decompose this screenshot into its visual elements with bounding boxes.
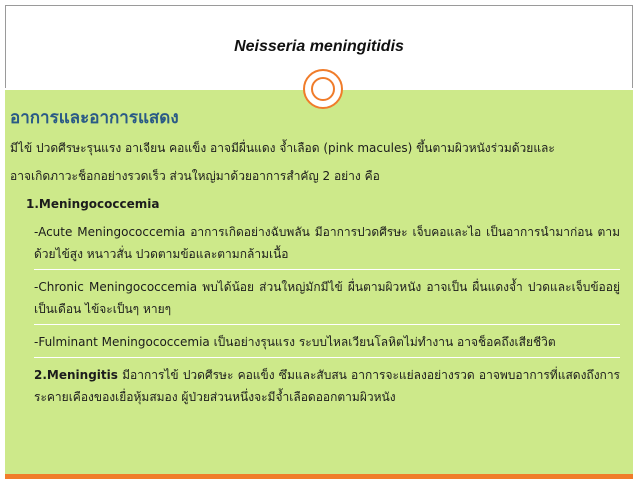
paragraph-symptoms: มีไข้ ปวดศีรษะรุนแรง อาเจียน คอแข็ง อาจมีผื่นแดง จ้ำเลือด (pink macules) ขึ้นตามผิวหนังร่วมด้วยและ — [10, 141, 555, 155]
meningitis-text: มีอาการไข้ ปวดศีรษะ คอแข็ง ซึมและสับสน อาการจะแย่ลงอย่างรวด อาจพบอาการที่แสดงถึงการระคายเคืองของเยื่อหุ้มสมอง ผู้ป่วยส่วนหนึ่งจะมีจ้ำเลือดออกตามผิวหนัง — [34, 368, 620, 404]
meningitis-label: 2.Meningitis — [34, 368, 118, 382]
acute-meningococcemia: -Acute Meningococcemia อาการเกิดอย่างฉับพลัน มีอาการปวดศีรษะ เจ็บคอและไอ เป็นอาการนำมาก่อน ตามด้วยไข้สูง หนาวสั่น ปวดตามข้อและตามกล้ามเนื้อ — [34, 221, 620, 270]
meningitis-block — [34, 364, 620, 412]
section-heading: อาการและอาการแสดง — [10, 108, 179, 128]
meningococcemia-label: 1.Meningococcemia — [26, 197, 160, 211]
chronic-meningococcemia: -Chronic Meningococcemia พบได้น้อย ส่วนใหญ่มักมีไข้ ผื่นตามผิวหนัง อาจเป็น ผื่นแดงจ้ำ ปวดและเจ็บข้ออยู่เป็นเดือน ไข้จะเป็นๆ หายๆ — [34, 276, 620, 325]
content — [10, 103, 626, 418]
inner-ring — [311, 77, 335, 101]
fulminant-meningococcemia: -Fulminant Meningococcemia เป็นอย่างรุนแรง ระบบไหลเวียนโลหิตไม่ทำงาน อาจช็อคถึงเสียชีวิต — [34, 331, 620, 358]
slide-title: Neisseria meningitidis — [234, 38, 404, 55]
bottom-accent-bar — [5, 474, 633, 479]
paragraph-shock: อาจเกิดภาวะช็อกอย่างรวดเร็ว ส่วนใหญ่มาด้วยอาการสำคัญ 2 อย่าง คือ — [10, 169, 380, 183]
